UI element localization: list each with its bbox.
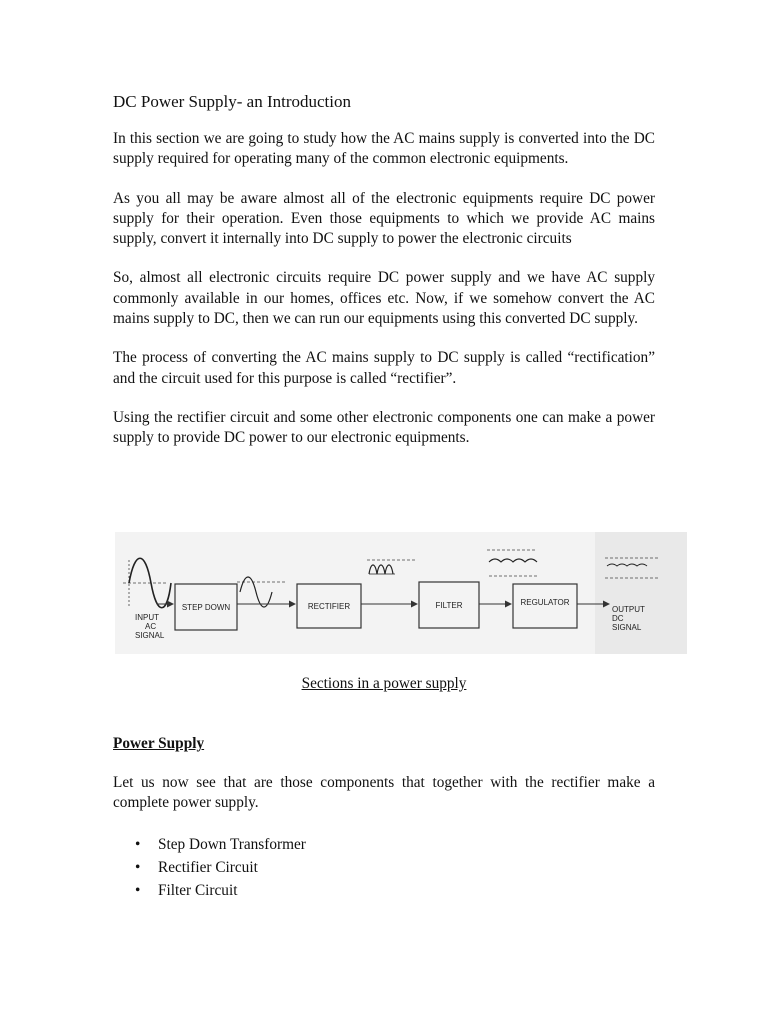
list-item [135,879,655,902]
output-label-3: SIGNAL [612,623,642,632]
paragraph-5: Using the rectifier circuit and some other electronic components one can make a power supply to provide DC power to our electronic equipments. [113,408,655,447]
paragraph-2: As you all may be aware almost all of the electronic equipments require DC power supply for their operation. Even those equipments to which we provide AC mains supply, convert it internally into DC supply to power the electronic circuits [113,189,655,248]
figure-caption: Sections in a power supply [301,675,467,692]
rectifier-label: RECTIFIER [307,602,351,611]
component-list [113,833,655,902]
list-item [135,833,655,856]
paragraph-3: So, almost all electronic circuits require DC power supply and we have AC supply commonly available in our homes, offices etc. Now, if we somehow convert the AC mains supply to DC, then we can run our equipments using this converted DC supply. [113,269,655,328]
bullet-icon: • [135,835,141,853]
input-label-3: SIGNAL [135,631,165,640]
regulator-label: REGULATOR [520,598,570,607]
output-label-2: DC [612,614,624,623]
paragraph-1: In this section we are going to study how the AC mains supply is converted into the DC supply required for operating many of the common electronic equipments. [113,130,655,168]
paragraph-4: The process of converting the AC mains supply to DC supply is called “rectification” and the circuit used for this purpose is called “rectifier”. [113,349,655,387]
input-label-2: AC [145,622,157,631]
list-item-text: Step Down Transformer [158,835,306,853]
page-title: DC Power Supply- an Introduction [113,92,351,111]
power-supply-block-diagram [115,532,687,654]
section-intro: Let us now see that are those components that together with the rectifier make a complete power supply. [113,774,655,812]
section-heading: Power Supply [113,735,205,752]
list-item [135,856,655,879]
document-body [113,90,655,468]
list-item-text: Rectifier Circuit [158,858,258,876]
bullet-icon: • [135,858,141,876]
output-label-1: OUTPUT [612,605,645,614]
step-down-label: STEP DOWN [181,603,231,612]
power-supply-section [113,734,655,902]
bullet-icon: • [135,881,141,899]
input-label-1: INPUT [135,613,159,622]
filter-label: FILTER [435,601,463,610]
list-item-text: Filter Circuit [158,881,238,899]
